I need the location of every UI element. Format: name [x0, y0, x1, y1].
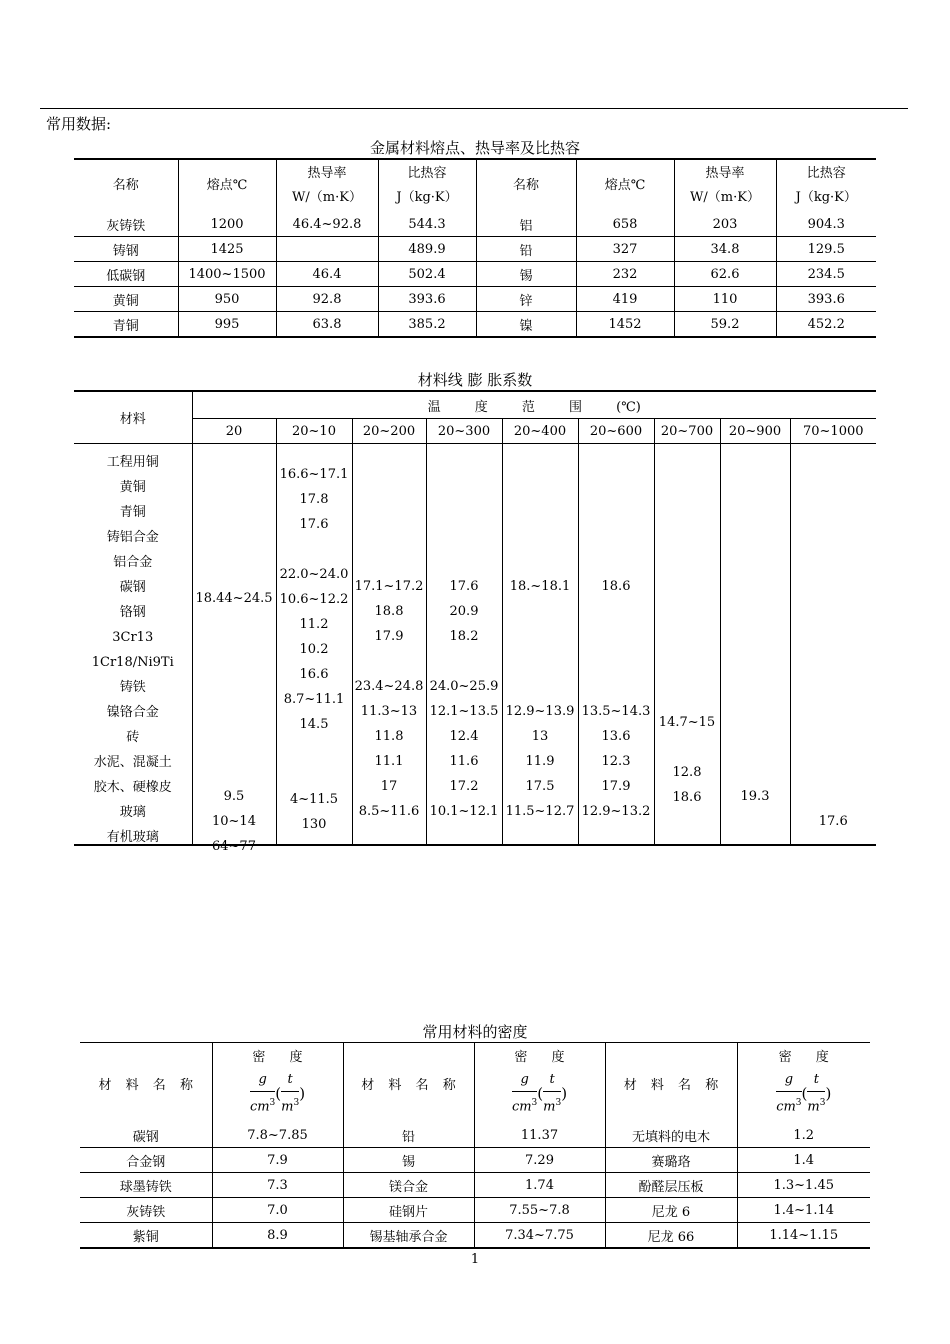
table-header-row — [80, 1043, 870, 1124]
table-cell: 232 — [576, 262, 674, 287]
expansion-value: 10.1~12.1 — [429, 804, 499, 819]
expansion-value — [503, 599, 578, 624]
expansion-value: 24.0~25.9 — [429, 679, 499, 694]
table-cell: 7.9 — [212, 1148, 343, 1173]
expansion-value: 8.5~11.6 — [358, 804, 420, 819]
table-cell: 1.74 — [474, 1173, 605, 1198]
table-cell: 62.6 — [674, 262, 776, 287]
table-cell: 7.8~7.85 — [212, 1123, 343, 1148]
expansion-value: 16.6~17.1 — [279, 467, 349, 482]
expansion-value — [277, 537, 352, 562]
expansion-value — [277, 762, 352, 787]
table-cell: 灰铸铁 — [80, 1198, 212, 1223]
expansion-body-row — [74, 444, 876, 846]
expansion-value: 18.~18.1 — [509, 579, 571, 594]
table-cell: 950 — [178, 287, 276, 312]
expansion-value — [579, 599, 654, 624]
material-name: 水泥、混凝土 — [93, 755, 172, 770]
header-material: 材料 — [74, 391, 192, 444]
table-cell: 1.14~1.15 — [769, 1227, 839, 1243]
intro-label: 常用数据: — [46, 115, 112, 133]
material-name: 有机玻璃 — [106, 830, 159, 845]
expansion-value — [353, 649, 426, 674]
table-cell: 锡 — [476, 262, 576, 287]
expansion-value: 18.2 — [449, 629, 479, 644]
expansion-value — [503, 649, 578, 674]
expansion-value — [655, 735, 720, 760]
table-cell: 92.8 — [276, 287, 378, 312]
expansion-value: 12.3 — [601, 754, 631, 769]
expansion-value: 18.8 — [374, 604, 404, 619]
expansion-value: 12.8 — [672, 765, 702, 780]
expansion-value: 10~14 — [212, 814, 256, 829]
table-cell: 1.4 — [737, 1148, 870, 1173]
page-number: 1 — [470, 1252, 480, 1267]
table-cell: 8.9 — [212, 1223, 343, 1249]
table-row — [74, 312, 876, 338]
header-material-name: 材 料 名 称 — [343, 1043, 474, 1124]
material-name: 铬钢 — [119, 605, 146, 620]
table-cell: 129.5 — [776, 237, 876, 262]
table-cell: 544.3 — [378, 212, 476, 237]
table-cell: 青铜 — [74, 312, 178, 338]
table-cell: 658 — [576, 212, 674, 237]
expansion-table-title: 材料线 膨 胀系数 — [417, 371, 533, 389]
table-cell: 46.4~92.8 — [276, 212, 378, 237]
table-cell: 锡基轴承合金 — [343, 1223, 474, 1249]
top-rule — [40, 108, 908, 109]
expansion-value: 130 — [301, 817, 327, 832]
table-row — [80, 1148, 870, 1173]
table-cell: 7.29 — [474, 1148, 605, 1173]
header-specific-heat: 比热容 J（kg·K） — [378, 159, 476, 212]
header-specific-heat: 比热容 J（kg·K） — [795, 166, 857, 205]
expansion-value: 18.6 — [672, 790, 702, 805]
table-cell: 硅钢片 — [343, 1198, 474, 1223]
table-cell: 黄铜 — [74, 287, 178, 312]
expansion-value: 12.4 — [449, 729, 479, 744]
range-header: 20~400 — [502, 419, 578, 444]
table-cell: 7.0 — [212, 1198, 343, 1223]
expansion-value: 11.2 — [299, 617, 329, 632]
expansion-value: 13.5~14.3 — [581, 704, 651, 719]
table-cell: 低碳钢 — [74, 262, 178, 287]
table-cell: 镁合金 — [343, 1173, 474, 1198]
header-conductivity: 热导率 W/（m·K） — [276, 159, 378, 212]
material-name: 黄铜 — [119, 480, 146, 495]
expansion-value — [427, 649, 502, 674]
table-cell: 尼龙 66 — [605, 1223, 737, 1249]
table-cell: 镍 — [476, 312, 576, 338]
table-cell: 酚醛层压板 — [605, 1173, 737, 1198]
table-cell: 327 — [576, 237, 674, 262]
material-name: 1Cr18/Ni9Ti — [91, 655, 174, 670]
expansion-value: 11.5~12.7 — [505, 804, 575, 819]
table-cell: 393.6 — [378, 287, 476, 312]
table-cell: 锡 — [343, 1148, 474, 1173]
expansion-value: 17.9 — [601, 779, 631, 794]
table-cell: 419 — [576, 287, 674, 312]
expansion-value: 11.9 — [525, 754, 555, 769]
header-density: 密 度 $\frac{g}{cm^3}$ ( $\frac{t}{m^3}$ ) — [212, 1043, 343, 1124]
table-row — [80, 1123, 870, 1148]
table-cell: 铸钢 — [74, 237, 178, 262]
table-cell: 34.8 — [674, 237, 776, 262]
expansion-value: 8.7~11.1 — [283, 692, 345, 707]
table-cell: 393.6 — [776, 287, 876, 312]
material-name: 玻璃 — [119, 805, 146, 820]
table-cell: 11.37 — [474, 1123, 605, 1148]
expansion-value: 11.1 — [374, 754, 404, 769]
table-cell: 铅 — [343, 1123, 474, 1148]
material-list-cell — [74, 444, 192, 846]
col-20-900-cell — [720, 444, 790, 846]
material-name: 砖 — [126, 730, 140, 745]
table-cell: 995 — [178, 312, 276, 338]
expansion-value: 17.5 — [525, 779, 555, 794]
material-name: 胶木、硬橡皮 — [93, 780, 172, 795]
table-cell — [276, 237, 378, 262]
expansion-value: 11.3~13 — [360, 704, 418, 719]
expansion-value: 17.9 — [374, 629, 404, 644]
range-header: 20~10 — [276, 419, 352, 444]
expansion-value: 10.2 — [299, 642, 329, 657]
metal-table-body — [74, 212, 876, 337]
header-melting-point: 熔点℃ — [178, 159, 276, 212]
expansion-value: 17.1~17.2 — [354, 579, 424, 594]
table-cell: 铅 — [476, 237, 576, 262]
table-cell: 385.2 — [378, 312, 476, 338]
table-cell: 碳钢 — [80, 1123, 212, 1148]
table-cell: 63.8 — [276, 312, 378, 338]
col-20-600-cell — [578, 444, 654, 846]
table-row — [74, 237, 876, 262]
header-temperature-range: 温 度 范 围 (℃) — [192, 391, 876, 419]
expansion-value — [503, 674, 578, 699]
table-cell: 锌 — [476, 287, 576, 312]
table-row — [74, 212, 876, 237]
range-header: 20~200 — [352, 419, 426, 444]
table-row — [74, 287, 876, 312]
expansion-value: 11.6 — [449, 754, 479, 769]
col-20-10-cell — [276, 444, 352, 846]
expansion-value: 64~77 — [212, 839, 256, 854]
table-row — [80, 1198, 870, 1223]
table-cell: 203 — [674, 212, 776, 237]
header-material-name: 材 料 名 称 — [605, 1043, 737, 1124]
density-table — [80, 1042, 870, 1249]
table-cell: 1.2 — [737, 1123, 870, 1148]
expansion-value: 17.6 — [818, 814, 848, 829]
metal-table-title: 金属材料熔点、热导率及比热容 — [369, 139, 580, 157]
table-cell: 铝 — [476, 212, 576, 237]
expansion-value: 16.6 — [299, 667, 329, 682]
expansion-value: 17 — [380, 779, 398, 794]
material-name: 铝合金 — [113, 555, 153, 570]
table-row — [80, 1223, 870, 1249]
table-cell: 紫铜 — [80, 1223, 212, 1249]
density-table-body — [80, 1123, 870, 1248]
header-melting-point: 熔点℃ — [576, 159, 674, 212]
table-cell: 59.2 — [674, 312, 776, 338]
range-header: 20~600 — [578, 419, 654, 444]
range-header-row — [74, 419, 876, 444]
expansion-value: 9.5 — [223, 789, 245, 804]
material-name: 铸铁 — [119, 680, 146, 695]
table-cell: 1425 — [178, 237, 276, 262]
range-header: 70~1000 — [790, 419, 876, 444]
col-20-cell — [192, 444, 276, 854]
header-name: 名称 — [74, 159, 178, 212]
expansion-value — [277, 737, 352, 762]
header-density: 密 度 $\frac{g}{cm^3}$ ( $\frac{t}{m^3}$ ) — [776, 1050, 832, 1115]
expansion-value — [579, 674, 654, 699]
expansion-value: 13 — [531, 729, 549, 744]
material-name: 碳钢 — [119, 580, 146, 595]
expansion-value: 17.6 — [299, 517, 329, 532]
col-20-700-cell — [654, 444, 720, 846]
expansion-value — [579, 649, 654, 674]
table-header-row — [74, 391, 876, 419]
table-cell: 234.5 — [776, 262, 876, 287]
material-name: 铸铝合金 — [106, 530, 159, 545]
table-cell: 7.34~7.75 — [474, 1223, 605, 1249]
range-header: 20~900 — [720, 419, 790, 444]
table-header-row — [74, 159, 876, 212]
material-name: 青铜 — [119, 505, 146, 520]
expansion-value — [579, 624, 654, 649]
expansion-value: 12.1~13.5 — [429, 704, 499, 719]
expansion-value: 18.44~24.5 — [195, 591, 273, 606]
material-name: 镍铬合金 — [106, 705, 159, 720]
expansion-value — [503, 624, 578, 649]
header-density: 密 度 $\frac{g}{cm^3}$ ( $\frac{t}{m^3}$ ) — [474, 1043, 605, 1124]
table-cell: 110 — [674, 287, 776, 312]
table-cell: 灰铸铁 — [74, 212, 178, 237]
col-20-300-cell — [426, 444, 502, 846]
table-cell: 1.4~1.14 — [737, 1198, 870, 1223]
range-header: 20~700 — [654, 419, 720, 444]
expansion-value: 22.0~24.0 — [279, 567, 349, 582]
expansion-value: 12.9~13.9 — [505, 704, 575, 719]
expansion-value: 17.8 — [299, 492, 329, 507]
expansion-value: 19.3 — [740, 789, 770, 804]
expansion-value: 17.2 — [449, 779, 479, 794]
expansion-value: 18.6 — [601, 579, 631, 594]
table-row — [74, 262, 876, 287]
table-cell: 1400~1500 — [178, 262, 276, 287]
range-header: 20~300 — [426, 419, 502, 444]
table-cell: 46.4 — [276, 262, 378, 287]
table-cell: 无填料的电木 — [605, 1123, 737, 1148]
expansion-value: 13.6 — [601, 729, 631, 744]
table-cell: 1.3~1.45 — [737, 1173, 870, 1198]
table-cell: 7.55~7.8 — [474, 1198, 605, 1223]
expansion-value: 17.6 — [449, 579, 479, 594]
expansion-value: 10.6~12.2 — [279, 592, 349, 607]
expansion-value: 23.4~24.8 — [354, 679, 424, 694]
table-cell: 合金钢 — [80, 1148, 212, 1173]
expansion-table — [74, 390, 876, 854]
table-cell: 1452 — [576, 312, 674, 338]
table-cell: 489.9 — [378, 237, 476, 262]
table-cell: 尼龙 6 — [605, 1198, 737, 1223]
table-cell: 7.3 — [212, 1173, 343, 1198]
metal-properties-table — [74, 158, 876, 338]
table-cell: 1200 — [178, 212, 276, 237]
material-name: 3Cr13 — [112, 630, 154, 645]
header-conductivity: 热导率 W/（m·K） — [674, 159, 776, 212]
table-cell: 452.2 — [807, 316, 845, 332]
expansion-value: 12.9~13.2 — [581, 804, 651, 819]
expansion-value: 11.8 — [374, 729, 404, 744]
col-20-400-cell — [502, 444, 578, 846]
table-cell: 球墨铸铁 — [80, 1173, 212, 1198]
col-20-200-cell — [352, 444, 426, 846]
expansion-value: 4~11.5 — [289, 792, 339, 807]
table-cell: 赛璐珞 — [605, 1148, 737, 1173]
range-header: 20 — [192, 419, 276, 444]
header-material-name: 材 料 名 称 — [80, 1043, 212, 1124]
table-cell: 502.4 — [378, 262, 476, 287]
header-name: 名称 — [476, 159, 576, 212]
table-cell: 904.3 — [776, 212, 876, 237]
expansion-value: 14.7~15 — [658, 715, 716, 730]
col-70-1000-cell — [790, 444, 876, 846]
table-row — [80, 1173, 870, 1198]
density-table-title: 常用材料的密度 — [422, 1023, 528, 1041]
material-name: 工程用铜 — [106, 455, 159, 470]
expansion-value: 20.9 — [449, 604, 479, 619]
expansion-value: 14.5 — [299, 717, 329, 732]
